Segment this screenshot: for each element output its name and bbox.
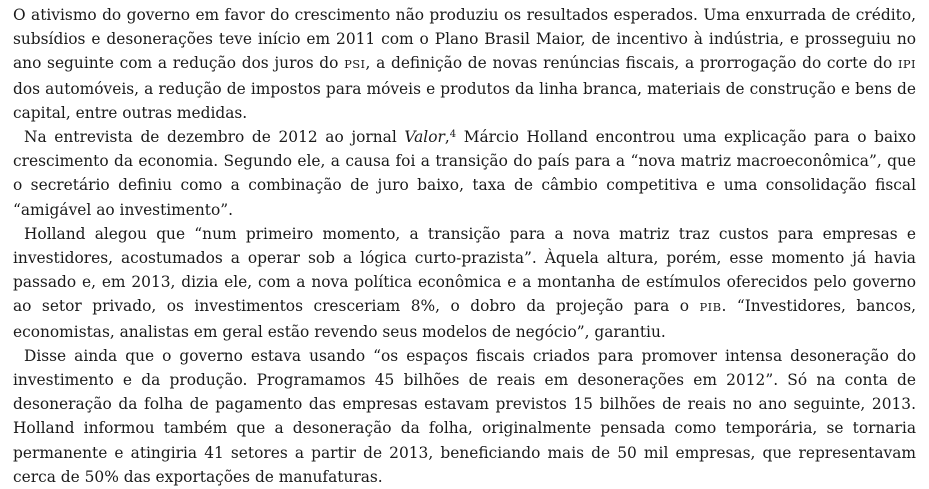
paragraph-4-text: Disse ainda que o governo estava usando “os espaços fiscais criados para promover intensa desoneração do investimento e da produção. Programamos 45 bilhões de reais em desonerações em 2012”. Só na conta de desoneração da folha de pagamento das empresas estavam previstos 15 bilhões de reais no ano seguinte, 2013. Holland informou também que a desoneração da folha, originalmente pensada como temporária, se tornaria permanente e atingiria 41 setores a partir de 2013, beneficiando mais de 50 mil empresas, que representavam cerca de 50% das exportações de manufaturas. (13, 346, 916, 486)
abbr-psi: PSI (344, 57, 366, 72)
paragraph-2: Na entrevista de dezembro de 2012 ao jornal Valor,$^4$ Márcio Holland encontrou uma explicação para o baixo crescimento da economia. Segundo ele, a causa foi a transição do país para a “nova matriz macroeconômica”, que o secretário definiu como a combinação de juro baixo, taxa de câmbio competitiva e uma consolidação fiscal “amigável ao investimento”. (13, 128, 917, 219)
paragraph-1-text-c: dos automóveis, a redução de impostos para móveis e produtos da linha branca, materiais de construção e bens de capital, entre outras medidas. (13, 79, 916, 122)
newspaper-name: Valor (404, 128, 445, 147)
paragraph-3-text-a: Holland alegou que “num primeiro momento, a transição para a nova matriz traz custos para empresas e investidores, acostumados a operar sob a lógica curto-prazista”. Àquela altura, porém, esse momento já havia passado e, em 2013, dizia ele, com a nova política econômica e a montanha de estímulos oferecidos pelo governo ao setor privado, os investimentos cresceriam 8%, o dobro da projeção para o (13, 224, 916, 316)
paragraph-1-text-b: , a definição de novas renúncias fiscais, a prorrogação do corte do (365, 54, 898, 73)
paragraph-4 (13, 344, 916, 489)
paragraph-2-text-a: Na entrevista de dezembro de 2012 ao jornal (24, 128, 405, 147)
footnote-marker: 4 (449, 129, 457, 141)
paragraph-3-text-b: . “Investidores, bancos, economistas, analistas em geral estão revendo seus modelos de negócio”, garantiu. (13, 297, 916, 341)
paragraph-1-text-a: O ativismo do governo em favor do crescimento não produziu os resultados esperados. Uma enxurrada de crédito, subsídios e desonerações teve início em 2011 com o Plano Brasil Maior, de incentivo à indústria, e prosseguiu no ano seguinte com a redução dos juros do (13, 6, 916, 73)
paragraph-2-text-b: Márcio Holland encontrou uma explicação para o baixo crescimento da economia. Segundo ele, a causa foi a transição do país para a “nova matriz macroeconômica”, que o secretário definiu como a combinação de juro baixo, taxa de câmbio competitiva e uma consolidação fiscal “amigável ao investimento”. (13, 128, 917, 219)
paragraph-3 (13, 222, 916, 344)
document-page (13, 3, 916, 489)
abbr-ipi: IPI (897, 57, 916, 72)
paragraph-1 (13, 3, 916, 125)
abbr-pib: PIB (699, 300, 722, 315)
